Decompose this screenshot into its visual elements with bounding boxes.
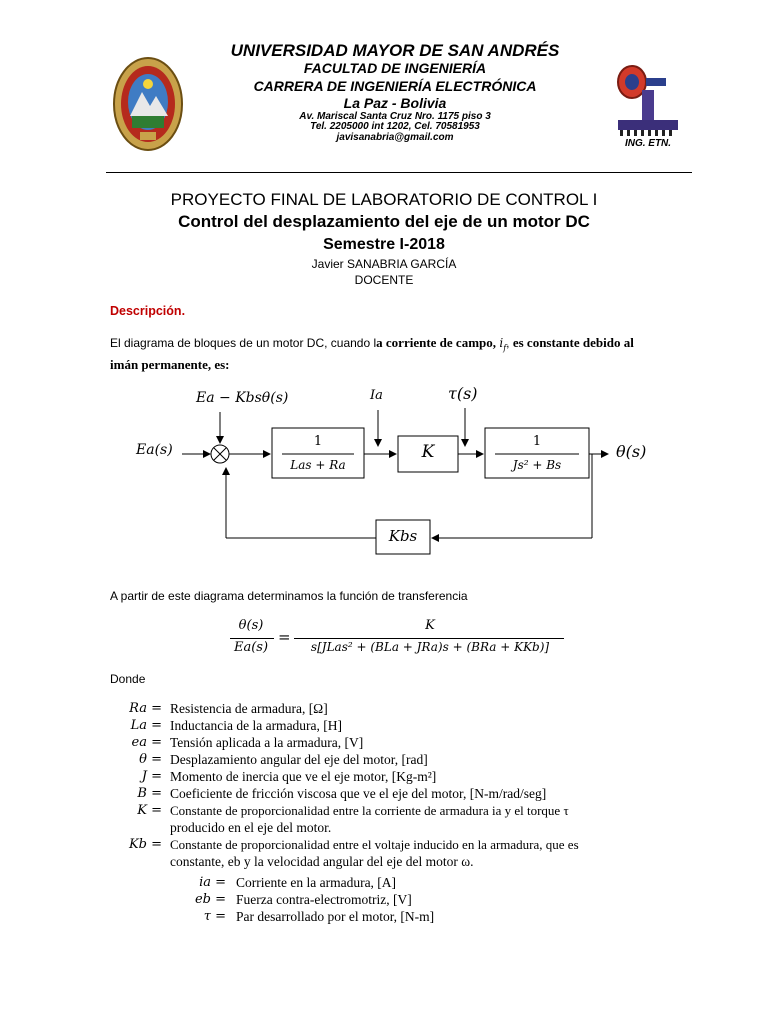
definition-symbol: K = xyxy=(137,803,162,818)
definition-symbol: La = xyxy=(130,718,162,733)
gain-label: K xyxy=(421,442,435,462)
section-heading: Descripción. xyxy=(110,304,186,318)
project-title: PROYECTO FINAL DE LABORATORIO DE CONTROL I xyxy=(170,190,598,209)
variable-text: Corriente en la armadura, [A] xyxy=(236,875,397,890)
definition-row xyxy=(110,802,690,819)
intro-paragraph: El diagrama de bloques de un motor DC, cuando la corriente de campo, $i_f$, es constante debido al imán permanente, es: xyxy=(110,335,634,373)
definition-row xyxy=(110,785,690,802)
variable-text: Fuerza contra-electromotriz, [V] xyxy=(236,892,412,907)
input-label: Ea(s) xyxy=(136,442,173,458)
definition-row xyxy=(110,768,690,785)
block3-numerator: 1 xyxy=(532,434,542,449)
block1-numerator: 1 xyxy=(313,434,323,449)
author-role: DOCENTE xyxy=(354,273,414,287)
feedback-label: Kbs xyxy=(388,527,418,545)
output-label: θ(s) xyxy=(616,442,647,461)
block3-denominator: Js² + Bs xyxy=(512,458,562,472)
disturbance-torque-label: τ(s) xyxy=(448,384,478,403)
definition-symbol: Kb = xyxy=(128,837,162,852)
equals-sign: = xyxy=(278,628,291,646)
intro-text-d: imán permanente, es: xyxy=(110,357,230,373)
block1-denominator: Las + Ra xyxy=(290,458,346,472)
tf-rhs-denominator: s[JLas² + (BLa + JRa)s + (BRa + KKb)] xyxy=(310,640,550,654)
variable-row xyxy=(170,874,590,891)
definition-symbol: θ = xyxy=(139,752,162,767)
definition-text: Coeficiente de fricción viscosa que ve el eje del motor, [N-m/rad/seg] xyxy=(170,786,547,801)
variable-row xyxy=(170,891,590,908)
definitions-list xyxy=(110,700,690,869)
project-subtitle: Control del desplazamiento del eje de un motor DC xyxy=(178,212,590,231)
tf-rhs-numerator: K xyxy=(425,618,435,633)
transfer-function xyxy=(228,616,568,662)
address: Av. Mariscal Santa Cruz Nro. 1175 piso 3 xyxy=(299,111,491,122)
intro-text-a: El diagrama de bloques de un motor DC, cuando l xyxy=(110,336,377,350)
donde-label: Donde xyxy=(110,672,146,686)
definition-text: Constante de proporcionalidad entre la corriente de armadura ia y el torque τ xyxy=(170,803,569,818)
definition-row xyxy=(110,836,690,853)
definition-row xyxy=(110,700,690,717)
definition-text: producido en el eje del motor. xyxy=(170,820,332,835)
definition-row xyxy=(110,751,690,768)
transfer-function-intro: A partir de este diagrama determinamos la función de transferencia xyxy=(110,589,468,603)
variable-row xyxy=(170,908,590,925)
career-name: CARRERA DE INGENIERÍA ELECTRÓNICA xyxy=(253,78,537,94)
university-name: UNIVERSIDAD MAYOR DE SAN ANDRÉS xyxy=(230,41,560,60)
university-seal-logo xyxy=(112,56,184,154)
definition-text: Momento de inercia que ve el eje motor, [Kg-m²] xyxy=(170,769,437,784)
error-signal-label: Ea − Kbsθ(s) xyxy=(196,390,289,406)
phone: Tel. 2205000 int 1202, Cel. 70581953 xyxy=(310,121,480,132)
logo-caption: ING. ETN. xyxy=(624,138,672,149)
definition-row xyxy=(110,717,690,734)
definition-symbol: J = xyxy=(141,769,162,784)
definition-row xyxy=(110,853,690,870)
intro-text-c: es constante debido al xyxy=(512,335,634,350)
block-diagram xyxy=(130,378,670,558)
city-name: La Paz - Bolivia xyxy=(343,95,447,111)
armature-current-label: Ia xyxy=(370,388,383,403)
department-logo xyxy=(612,60,684,152)
definition-text: constante, eb y la velocidad angular del eje del motor ω. xyxy=(170,854,474,869)
definition-symbol: B = xyxy=(137,786,162,801)
intro-text-b: a corriente de campo, xyxy=(376,335,497,350)
definition-row xyxy=(110,734,690,751)
variable-text: Par desarrollado por el motor, [N-m] xyxy=(236,909,435,924)
tf-lhs-denominator: Ea(s) xyxy=(233,640,269,655)
variables-list xyxy=(170,874,590,928)
author-name: Javier SANABRIA GARCÍA xyxy=(311,257,457,271)
definition-text: Constante de proporcionalidad entre el voltaje inducido en la armadura, que es xyxy=(170,837,579,852)
variable-symbol: ia = xyxy=(199,875,226,890)
definition-symbol: ea = xyxy=(131,735,162,750)
tf-lhs-numerator: θ(s) xyxy=(238,618,264,633)
semester: Semestre I-2018 xyxy=(323,236,445,253)
definition-symbol: Ra = xyxy=(129,701,162,716)
definition-row xyxy=(110,819,690,836)
faculty-name: FACULTAD DE INGENIERÍA xyxy=(303,60,487,76)
email: javisanabria@gmail.com xyxy=(336,132,454,143)
definition-text: Tensión aplicada a la armadura, [V] xyxy=(170,735,364,750)
definition-text: Desplazamiento angular del eje del motor, [rad] xyxy=(170,752,428,767)
definition-text: Resistencia de armadura, [Ω] xyxy=(170,701,328,716)
definition-text: Inductancia de la armadura, [H] xyxy=(170,718,343,733)
variable-symbol: τ = xyxy=(203,909,226,924)
variable-symbol: eb = xyxy=(194,892,226,907)
header-divider xyxy=(106,172,692,173)
